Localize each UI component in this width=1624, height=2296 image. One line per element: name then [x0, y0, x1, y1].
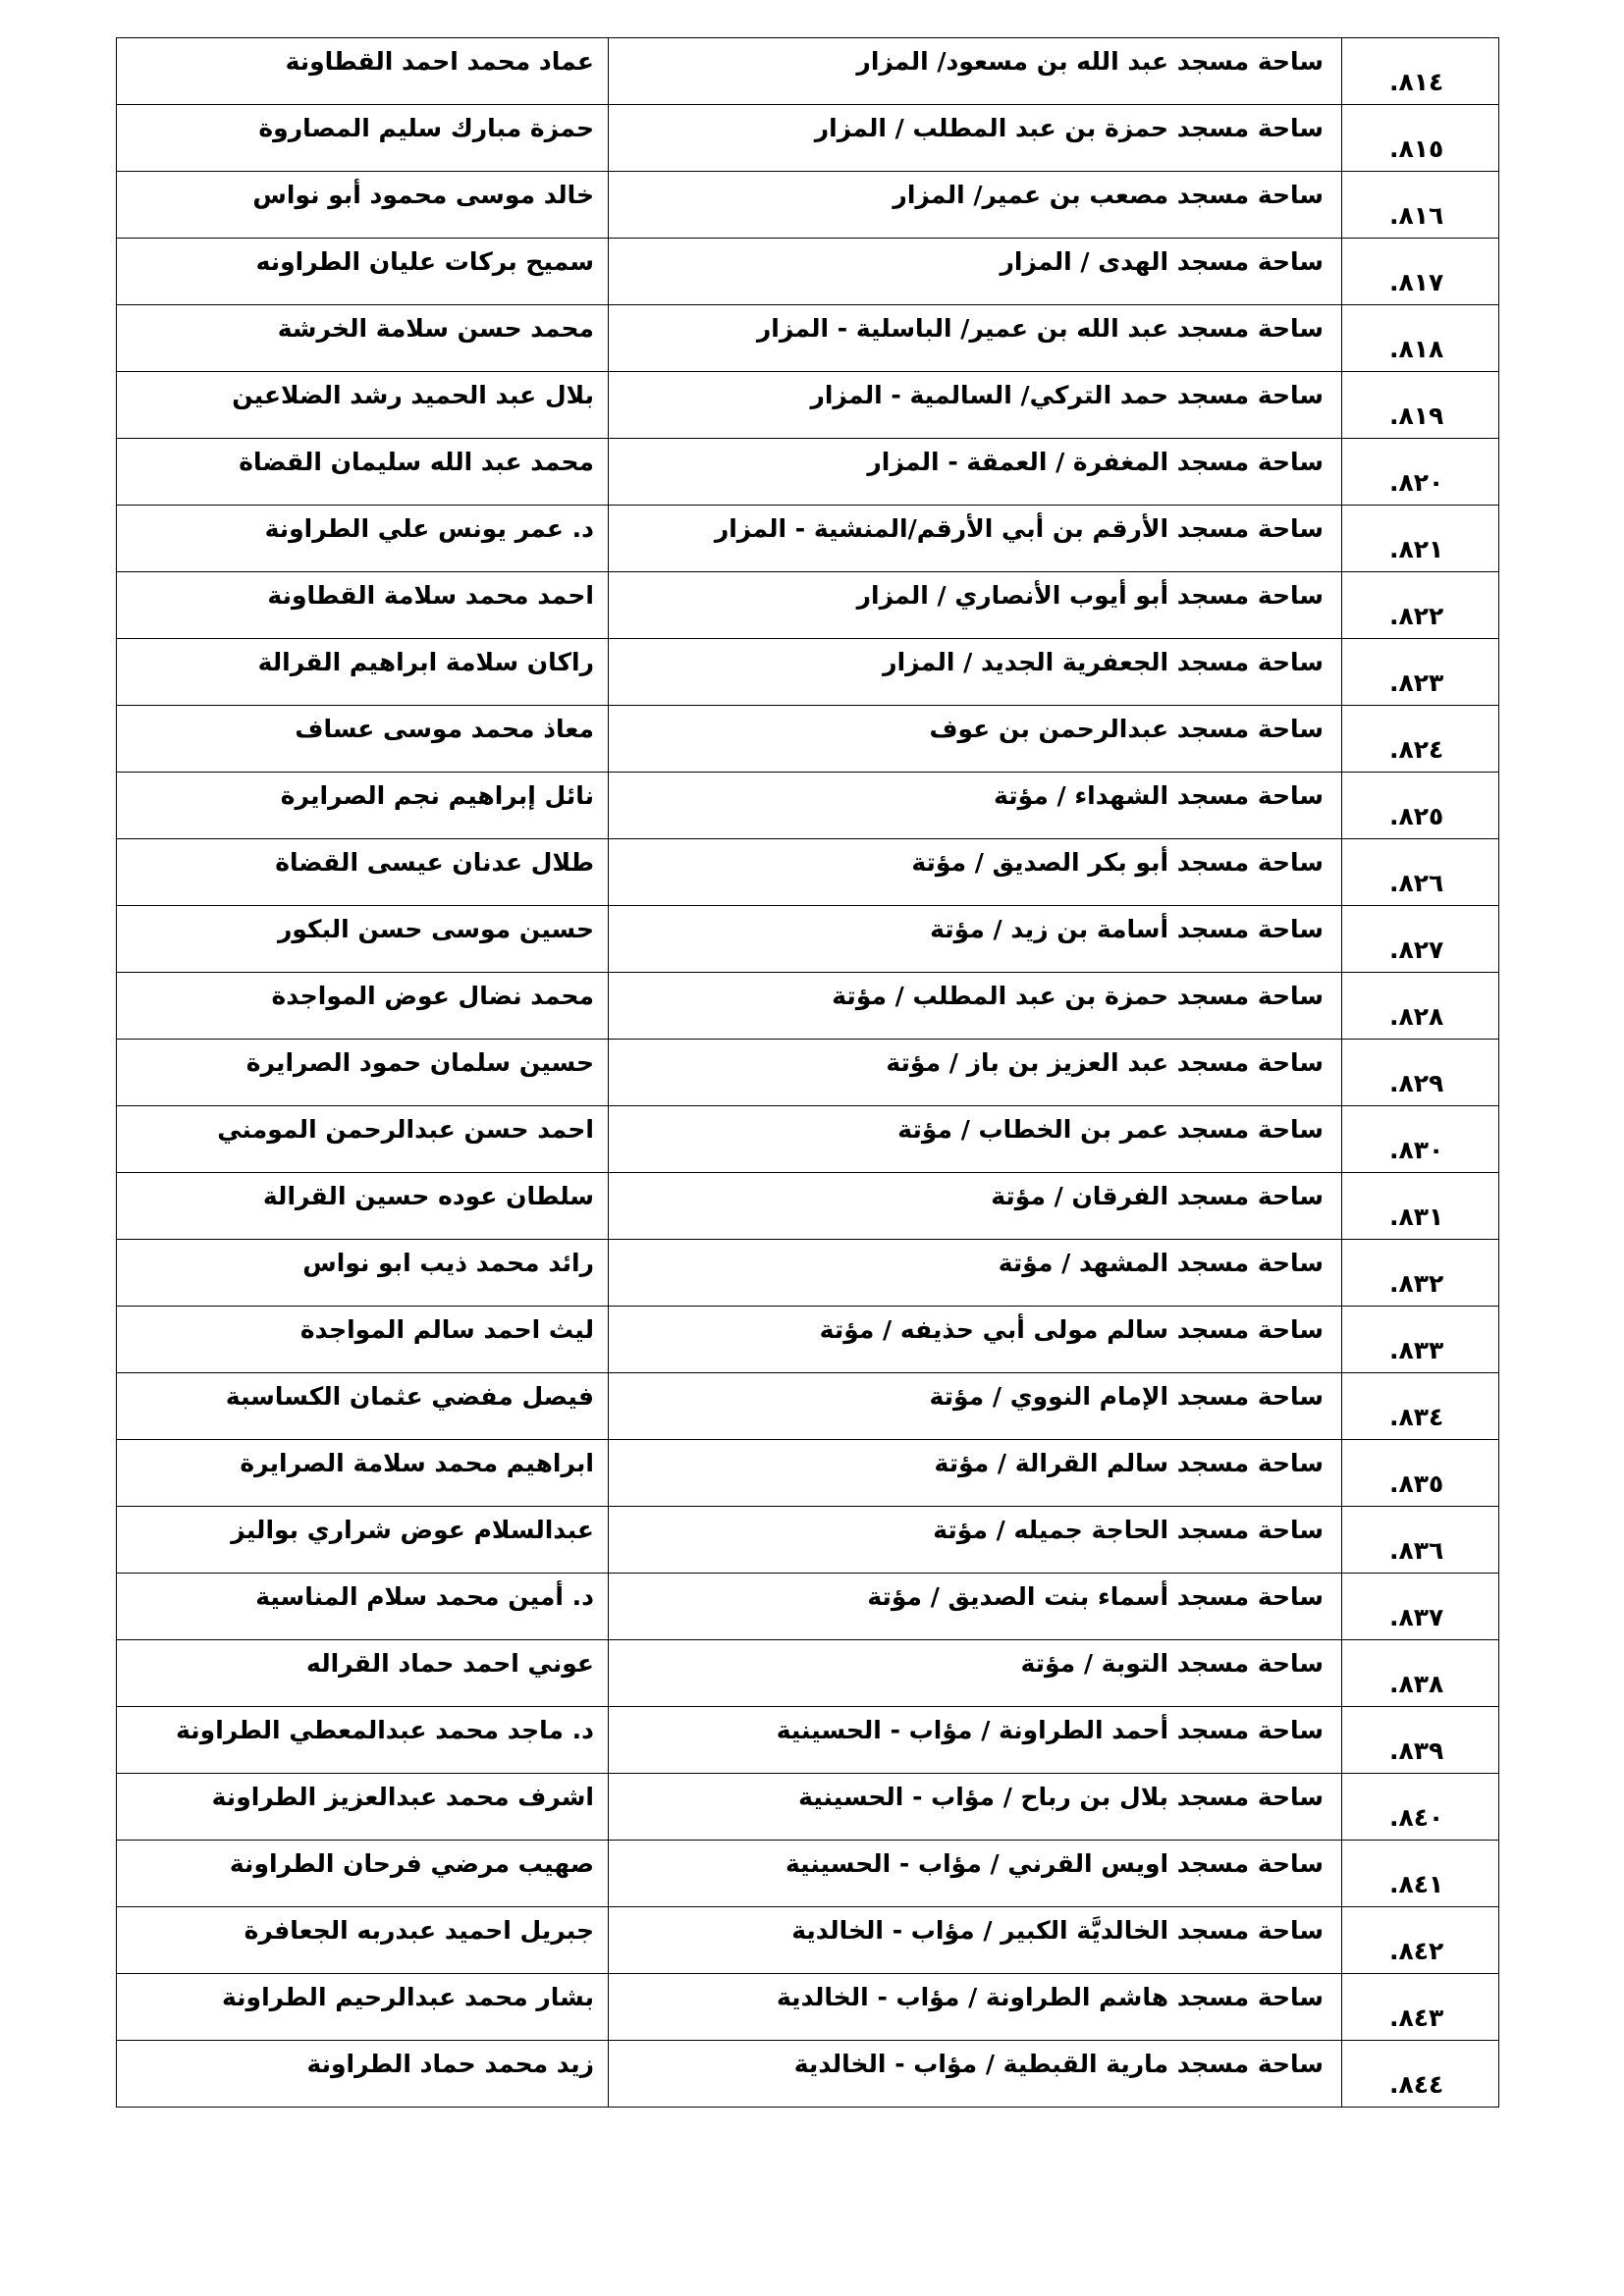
person-name-cell — [117, 38, 609, 105]
table-row — [117, 1974, 1499, 2041]
row-number: ٨٢٦. — [1389, 869, 1444, 897]
row-number: ٨٢١. — [1389, 535, 1444, 563]
table-row — [117, 839, 1499, 906]
row-number-cell — [1342, 1373, 1499, 1440]
mosque-location-cell — [609, 572, 1342, 639]
row-number: ٨١٩. — [1389, 401, 1444, 430]
mosque-location-cell — [609, 1707, 1342, 1774]
table-row — [117, 439, 1499, 506]
person-name: بشار محمد عبدالرحيم الطراونة — [222, 1983, 594, 2011]
table-row — [117, 372, 1499, 439]
table-row — [117, 305, 1499, 372]
table-row — [117, 1373, 1499, 1440]
mosque-location-cell — [609, 1440, 1342, 1507]
person-name: زيد محمد حماد الطراونة — [306, 2050, 594, 2078]
row-number: ٨٢٥. — [1389, 802, 1444, 830]
mosque-location-cell — [609, 439, 1342, 506]
person-name-cell — [117, 639, 609, 706]
table-row — [117, 1574, 1499, 1640]
table-row — [117, 1707, 1499, 1774]
row-number: ٨٤٤. — [1389, 2070, 1444, 2099]
row-number: ٨٢٠. — [1389, 468, 1444, 497]
row-number-cell — [1342, 973, 1499, 1040]
person-name: عماد محمد احمد القطاونة — [285, 47, 594, 76]
person-name: جبريل احميد عبدربه الجعافرة — [244, 1916, 594, 1945]
mosque-location-cell — [609, 906, 1342, 973]
person-name-cell — [117, 2041, 609, 2108]
person-name-cell — [117, 506, 609, 572]
assignment-table-body — [117, 38, 1499, 2108]
person-name-cell — [117, 1373, 609, 1440]
row-number: ٨٣٤. — [1389, 1403, 1444, 1431]
table-row — [117, 172, 1499, 239]
table-row — [117, 2041, 1499, 2108]
person-name: عبدالسلام عوض شراري بواليز — [231, 1516, 594, 1544]
mosque-location: ساحة مسجد أحمد الطراونة / مؤاب - الحسينية — [776, 1716, 1324, 1744]
mosque-location: ساحة مسجد مصعب بن عمير/ المزار — [893, 181, 1324, 209]
row-number: ٨٣٨. — [1389, 1670, 1444, 1698]
row-number-cell — [1342, 2041, 1499, 2108]
person-name-cell — [117, 439, 609, 506]
mosque-location: ساحة مسجد هاشم الطراونة / مؤاب - الخالدية — [777, 1983, 1324, 2011]
person-name: محمد عبد الله سليمان القضاة — [239, 448, 594, 476]
row-number-cell — [1342, 1907, 1499, 1974]
table-row — [117, 1440, 1499, 1507]
mosque-location-cell — [609, 1574, 1342, 1640]
person-name: حسين موسى حسن البكور — [277, 915, 594, 943]
row-number-cell — [1342, 305, 1499, 372]
row-number-cell — [1342, 506, 1499, 572]
mosque-location-cell — [609, 1240, 1342, 1307]
table-row — [117, 105, 1499, 172]
mosque-location: ساحة مسجد سالم مولى أبي حذيفه / مؤتة — [819, 1315, 1324, 1344]
row-number-cell — [1342, 1707, 1499, 1774]
mosque-location-cell — [609, 506, 1342, 572]
person-name: معاذ محمد موسى عساف — [295, 715, 594, 743]
person-name-cell — [117, 1507, 609, 1574]
row-number-cell — [1342, 639, 1499, 706]
mosque-location: ساحة مسجد الأرقم بن أبي الأرقم/المنشية - المزار — [714, 514, 1324, 543]
row-number-cell — [1342, 38, 1499, 105]
table-row — [117, 1173, 1499, 1240]
person-name: ابراهيم محمد سلامة الصرايرة — [240, 1449, 594, 1477]
table-row — [117, 1040, 1499, 1106]
mosque-location-cell — [609, 973, 1342, 1040]
person-name-cell — [117, 1106, 609, 1173]
mosque-location: ساحة مسجد عبد الله بن عمير/ الباسلية - المزار — [756, 314, 1324, 343]
row-number: ٨١٨. — [1389, 335, 1444, 363]
person-name-cell — [117, 839, 609, 906]
person-name-cell — [117, 1240, 609, 1307]
row-number-cell — [1342, 1640, 1499, 1707]
row-number-cell — [1342, 1974, 1499, 2041]
person-name-cell — [117, 1307, 609, 1373]
row-number: ٨٤٠. — [1389, 1803, 1444, 1832]
person-name-cell — [117, 372, 609, 439]
table-row — [117, 1907, 1499, 1974]
row-number-cell — [1342, 1507, 1499, 1574]
person-name-cell — [117, 706, 609, 773]
row-number: ٨٤٢. — [1389, 1937, 1444, 1965]
mosque-location-cell — [609, 839, 1342, 906]
row-number: ٨٤١. — [1389, 1870, 1444, 1898]
mosque-location-cell — [609, 372, 1342, 439]
person-name-cell — [117, 906, 609, 973]
mosque-location: ساحة مسجد عمر بن الخطاب / مؤتة — [897, 1115, 1324, 1144]
mosque-location: ساحة مسجد حمد التركي/ السالمية - المزار — [810, 381, 1324, 409]
person-name-cell — [117, 1574, 609, 1640]
mosque-location-cell — [609, 1507, 1342, 1574]
person-name-cell — [117, 1707, 609, 1774]
person-name-cell — [117, 1841, 609, 1907]
row-number-cell — [1342, 1240, 1499, 1307]
table-row — [117, 1106, 1499, 1173]
row-number: ٨٣٠. — [1389, 1136, 1444, 1164]
mosque-location-cell — [609, 639, 1342, 706]
person-name-cell — [117, 1774, 609, 1841]
row-number: ٨٢٧. — [1389, 935, 1444, 964]
mosque-location: ساحة مسجد أبو أيوب الأنصاري / المزار — [856, 581, 1324, 610]
mosque-location: ساحة مسجد اويس القرني / مؤاب - الحسينية — [785, 1849, 1324, 1878]
mosque-location: ساحة مسجد حمزة بن عبد المطلب / مؤتة — [832, 982, 1324, 1010]
row-number: ٨٣٩. — [1389, 1736, 1444, 1765]
mosque-location: ساحة مسجد بلال بن رباح / مؤاب - الحسينية — [798, 1783, 1324, 1811]
person-name: احمد محمد سلامة القطاونة — [267, 581, 594, 610]
mosque-location-cell — [609, 105, 1342, 172]
row-number-cell — [1342, 773, 1499, 839]
row-number: ٨٢٣. — [1389, 668, 1444, 697]
mosque-location: ساحة مسجد الإمام النووي / مؤتة — [929, 1382, 1324, 1411]
row-number: ٨٢٩. — [1389, 1069, 1444, 1097]
person-name-cell — [117, 239, 609, 305]
table-row — [117, 1774, 1499, 1841]
table-row — [117, 639, 1499, 706]
person-name-cell — [117, 1974, 609, 2041]
row-number-cell — [1342, 239, 1499, 305]
person-name: د. أمين محمد سلام المناسية — [255, 1582, 594, 1611]
person-name: سلطان عوده حسين القرالة — [262, 1182, 594, 1210]
row-number-cell — [1342, 172, 1499, 239]
row-number-cell — [1342, 105, 1499, 172]
row-number: ٨٣٧. — [1389, 1603, 1444, 1631]
table-row — [117, 506, 1499, 572]
person-name: طلال عدنان عيسى القضاة — [275, 848, 594, 877]
mosque-location-cell — [609, 706, 1342, 773]
table-row — [117, 706, 1499, 773]
person-name-cell — [117, 105, 609, 172]
mosque-location: ساحة مسجد سالم القرالة / مؤتة — [934, 1449, 1324, 1477]
row-number: ٨٣٥. — [1389, 1469, 1444, 1498]
table-row — [117, 1507, 1499, 1574]
table-row — [117, 1841, 1499, 1907]
person-name: ليث احمد سالم المواجدة — [299, 1315, 594, 1344]
person-name: عوني احمد حماد القراله — [306, 1649, 594, 1678]
person-name-cell — [117, 1907, 609, 1974]
mosque-location: ساحة مسجد أسماء بنت الصديق / مؤتة — [867, 1582, 1324, 1611]
mosque-location-cell — [609, 172, 1342, 239]
person-name-cell — [117, 1040, 609, 1106]
row-number: ٨٢٨. — [1389, 1002, 1444, 1031]
mosque-location: ساحة مسجد أبو بكر الصديق / مؤتة — [911, 848, 1324, 877]
mosque-location-cell — [609, 1974, 1342, 2041]
mosque-location-cell — [609, 1373, 1342, 1440]
mosque-location-cell — [609, 305, 1342, 372]
mosque-location: ساحة مسجد التوبة / مؤتة — [1020, 1649, 1324, 1678]
mosque-location-cell — [609, 773, 1342, 839]
mosque-location: ساحة مسجد الشهداء / مؤتة — [994, 781, 1324, 810]
person-name: حسين سلمان حمود الصرايرة — [245, 1048, 594, 1077]
row-number-cell — [1342, 1774, 1499, 1841]
mosque-location: ساحة مسجد مارية القبطية / مؤاب - الخالدية — [793, 2050, 1324, 2078]
person-name-cell — [117, 973, 609, 1040]
mosque-location: ساحة مسجد الهدى / المزار — [1000, 247, 1324, 276]
row-number-cell — [1342, 1040, 1499, 1106]
row-number-cell — [1342, 906, 1499, 973]
mosque-location-cell — [609, 1841, 1342, 1907]
row-number: ٨١٧. — [1389, 268, 1444, 296]
person-name: محمد نضال عوض المواجدة — [271, 982, 594, 1010]
person-name-cell — [117, 1640, 609, 1707]
mosque-location: ساحة مسجد المشهد / مؤتة — [998, 1249, 1324, 1277]
table-row — [117, 1307, 1499, 1373]
person-name-cell — [117, 1440, 609, 1507]
mosque-location-cell — [609, 1173, 1342, 1240]
person-name: فيصل مفضي عثمان الكساسبة — [225, 1382, 594, 1411]
row-number: ٨٣٢. — [1389, 1269, 1444, 1298]
mosque-location-cell — [609, 1907, 1342, 1974]
person-name: حمزة مبارك سليم المصاروة — [258, 114, 594, 142]
table-row — [117, 1640, 1499, 1707]
person-name: د. عمر يونس علي الطراونة — [264, 514, 594, 543]
mosque-location: ساحة مسجد الفرقان / مؤتة — [991, 1182, 1324, 1210]
person-name: صهيب مرضي فرحان الطراونة — [229, 1849, 594, 1878]
mosque-location-cell — [609, 1640, 1342, 1707]
person-name: سميح بركات عليان الطراونه — [255, 247, 594, 276]
row-number-cell — [1342, 439, 1499, 506]
row-number: ٨١٤. — [1389, 68, 1444, 96]
person-name: خالد موسى محمود أبو نواس — [252, 181, 594, 209]
person-name: بلال عبد الحميد رشد الضلاعين — [232, 381, 594, 409]
mosque-location: ساحة مسجد حمزة بن عبد المطلب / المزار — [814, 114, 1324, 142]
mosque-location: ساحة مسجد الحاجة جميله / مؤتة — [933, 1516, 1324, 1544]
mosque-location: ساحة مسجد الخالديَّة الكبير / مؤاب - الخالدية — [791, 1916, 1324, 1945]
mosque-location-cell — [609, 1307, 1342, 1373]
person-name: محمد حسن سلامة الخرشة — [277, 314, 594, 343]
table-row — [117, 38, 1499, 105]
mosque-location-cell — [609, 38, 1342, 105]
person-name: نائل إبراهيم نجم الصرايرة — [280, 781, 594, 810]
mosque-location-cell — [609, 1774, 1342, 1841]
row-number-cell — [1342, 1307, 1499, 1373]
table-row — [117, 973, 1499, 1040]
row-number-cell — [1342, 839, 1499, 906]
mosque-location-cell — [609, 239, 1342, 305]
person-name-cell — [117, 305, 609, 372]
row-number-cell — [1342, 706, 1499, 773]
table-row — [117, 239, 1499, 305]
row-number-cell — [1342, 372, 1499, 439]
row-number: ٨١٦. — [1389, 201, 1444, 230]
row-number-cell — [1342, 1440, 1499, 1507]
table-row — [117, 1240, 1499, 1307]
person-name-cell — [117, 1173, 609, 1240]
row-number-cell — [1342, 572, 1499, 639]
mosque-location-cell — [609, 1106, 1342, 1173]
row-number: ٨٣٦. — [1389, 1536, 1444, 1565]
person-name: احمد حسن عبدالرحمن المومني — [217, 1115, 594, 1144]
row-number-cell — [1342, 1106, 1499, 1173]
row-number: ٨٣١. — [1389, 1202, 1444, 1231]
person-name: د. ماجد محمد عبدالمعطي الطراونة — [176, 1716, 594, 1744]
row-number: ٨٢٢. — [1389, 602, 1444, 630]
row-number: ٨٣٣. — [1389, 1336, 1444, 1364]
person-name-cell — [117, 172, 609, 239]
mosque-location: ساحة مسجد عبد العزيز بن باز / مؤتة — [886, 1048, 1324, 1077]
row-number-cell — [1342, 1841, 1499, 1907]
row-number-cell — [1342, 1173, 1499, 1240]
table-row — [117, 906, 1499, 973]
mosque-location: ساحة مسجد الجعفرية الجديد / المزار — [883, 648, 1324, 676]
person-name: راكان سلامة ابراهيم القرالة — [257, 648, 594, 676]
row-number: ٨٤٣. — [1389, 2003, 1444, 2032]
table-row — [117, 572, 1499, 639]
table-row — [117, 773, 1499, 839]
mosque-location: ساحة مسجد المغفرة / العمقة - المزار — [867, 448, 1324, 476]
person-name: رائد محمد ذيب ابو نواس — [302, 1249, 594, 1277]
row-number: ٨١٥. — [1389, 134, 1444, 163]
mosque-location-cell — [609, 2041, 1342, 2108]
assignment-table — [116, 37, 1499, 2108]
row-number-cell — [1342, 1574, 1499, 1640]
person-name-cell — [117, 572, 609, 639]
mosque-location: ساحة مسجد عبدالرحمن بن عوف — [929, 715, 1324, 743]
mosque-location: ساحة مسجد أسامة بن زيد / مؤتة — [930, 915, 1324, 943]
row-number: ٨٢٤. — [1389, 735, 1444, 764]
person-name: اشرف محمد عبدالعزيز الطراونة — [211, 1783, 594, 1811]
person-name-cell — [117, 773, 609, 839]
mosque-location: ساحة مسجد عبد الله بن مسعود/ المزار — [856, 47, 1324, 76]
mosque-location-cell — [609, 1040, 1342, 1106]
